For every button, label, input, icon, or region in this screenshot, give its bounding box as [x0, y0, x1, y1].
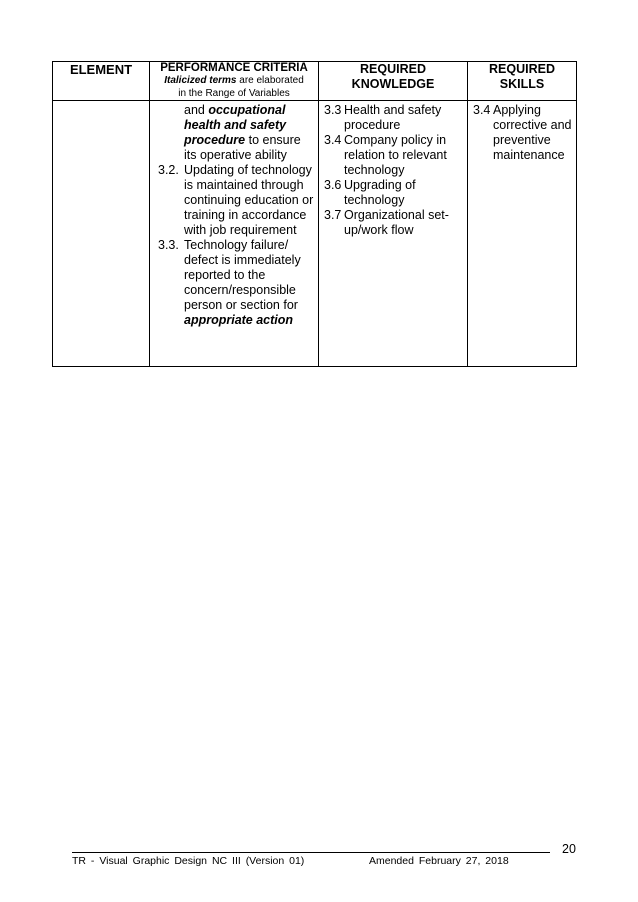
item-text: Applying corrective and preventive maintenance [493, 103, 572, 162]
header-row [53, 62, 577, 101]
header-performance-criteria [150, 62, 319, 101]
list-item [150, 163, 314, 238]
header-performance-note-rest: are elaborated [236, 75, 304, 86]
item-number: 3.6 [324, 178, 342, 192]
performance-cell [150, 101, 319, 367]
list-item [319, 133, 463, 178]
header-performance-note-line2: in the Range of Variables [178, 88, 290, 99]
item-text: Updating of technology is maintained through continuing education or training in accordance with job requirement [184, 163, 314, 237]
item-number: 3.3. [158, 238, 179, 252]
footer-amended-date: Amended February 27, 2018 [369, 855, 509, 867]
skills-list [468, 101, 576, 163]
item-text: Company policy in relation to relevant technology [344, 133, 447, 177]
header-performance-title: PERFORMANCE CRITERIA [160, 62, 308, 74]
item-number: 3.2. [158, 163, 179, 177]
list-item [319, 178, 463, 208]
header-performance-italic: Italicized terms [164, 75, 237, 86]
performance-continuation: and occupational health and safety procedure to ensure its operative ability [184, 103, 301, 162]
list-item [319, 208, 463, 238]
header-element-label: ELEMENT [69, 62, 133, 77]
item-number: 3.4 [473, 103, 491, 117]
list-item [319, 103, 463, 133]
item-text: Technology failure/ defect is immediately reported to the concern/responsible person or section for [184, 238, 301, 312]
knowledge-list [319, 101, 467, 238]
item-text: Organizational set-up/work flow [344, 208, 449, 237]
item-text: Health and safety procedure [344, 103, 442, 132]
header-skills-line1: REQUIRED [489, 62, 555, 76]
header-knowledge-line2: KNOWLEDGE [351, 77, 435, 91]
list-item [468, 103, 572, 163]
list-item [150, 238, 314, 328]
item-emphasis: appropriate action [184, 313, 294, 327]
header-required-skills [468, 62, 577, 101]
element-cell [53, 101, 150, 367]
item-number: 3.4 [324, 133, 342, 147]
performance-list [150, 101, 318, 328]
item-number: 3.7 [324, 208, 342, 222]
page-number: 20 [562, 842, 576, 856]
footer-divider [72, 852, 550, 853]
header-performance-note [150, 74, 318, 87]
header-skills-line2: SKILLS [499, 77, 545, 91]
table-row [53, 101, 577, 367]
footer-document-title: TR - Visual Graphic Design NC III (Version 01) [72, 855, 305, 867]
header-element [53, 62, 150, 101]
skills-cell [468, 101, 577, 367]
competency-table [52, 61, 577, 367]
item-text: Upgrading of technology [344, 178, 416, 207]
header-required-knowledge [319, 62, 468, 101]
item-number: 3.3 [324, 103, 342, 117]
knowledge-cell [319, 101, 468, 367]
header-knowledge-line1: REQUIRED [360, 62, 426, 76]
